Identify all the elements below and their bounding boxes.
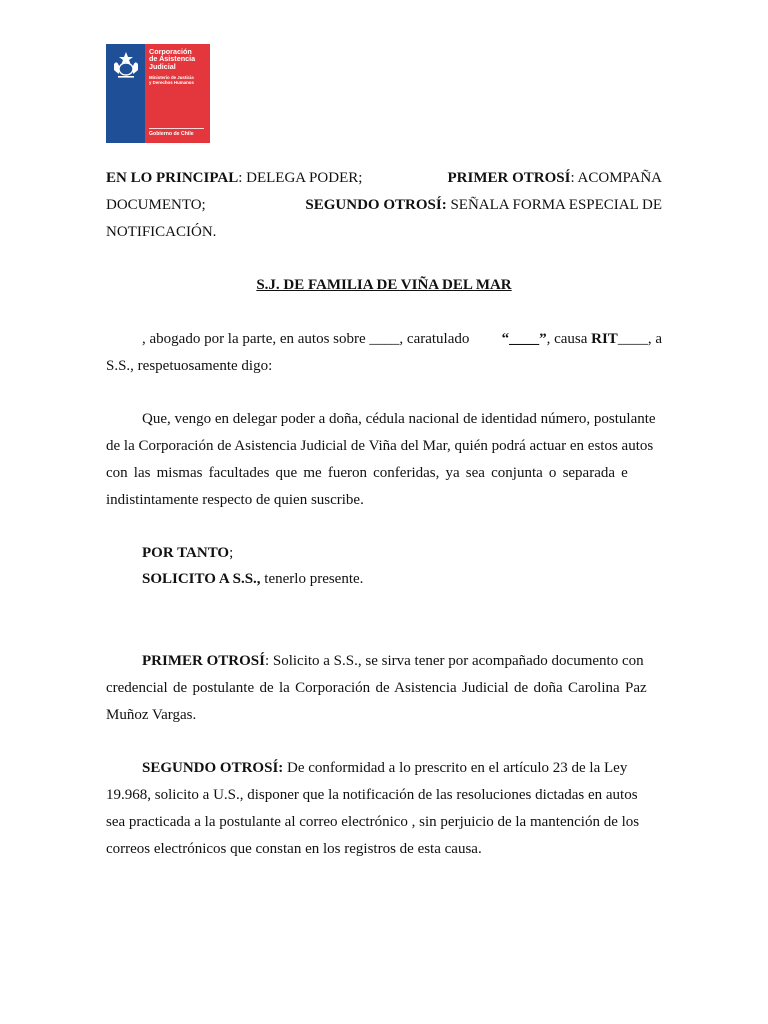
court-heading: S.J. DE FAMILIA DE VIÑA DEL MAR: [256, 277, 512, 293]
por-tanto-label: POR TANTO: [142, 545, 230, 561]
logo-ministry-line: y Derechos Humanos: [149, 80, 194, 85]
segundo-otrosi-heading: SEGUNDO OTROSÍ:: [142, 760, 284, 776]
corporation-logo: [106, 44, 210, 143]
primer-otrosi-text: : ACOMPAÑA: [570, 170, 662, 186]
logo-government-label: Gobierno de Chile: [149, 131, 194, 137]
intro-line: [142, 329, 662, 349]
body-line: Que, vengo en delegar poder a doña, cédula nacional de identidad número, postulante: [142, 411, 656, 427]
logo-organization-name: [149, 48, 209, 70]
primer-otrosi-line: credencial de postulante de la Corporación de Asistencia Judicial de doña Carolina Paz: [106, 680, 647, 696]
body-line: de la Corporación de Asistencia Judicial de Viña del Mar, quién podrá actuar en estos autos: [106, 438, 654, 454]
logo-ministry-name: [149, 75, 209, 85]
segundo-otrosi-label: SEGUNDO OTROSÍ:: [305, 197, 447, 213]
solicito-line: [142, 569, 698, 589]
segundo-otrosi-line: sea practicada a la postulante al correo electrónico , sin perjuicio de la mantención de los: [106, 814, 640, 830]
body-line: indistintamente respecto de quien suscribe.: [106, 492, 364, 508]
intro-text: ____, a: [617, 331, 662, 347]
coat-of-arms-icon: [110, 50, 142, 80]
intro-line: S.S., respetuosamente digo:: [106, 358, 273, 374]
body-line: con las mismas facultades que me fueron conferidas, ya sea conjunta o separada e: [106, 465, 628, 481]
primer-otrosi-line: Muñoz Vargas.: [106, 707, 197, 723]
primer-otrosi-heading: PRIMER OTROSÍ: [142, 653, 265, 669]
intro-text: , abogado por la parte, en autos sobre ____, caratulado: [142, 331, 470, 347]
logo-ministry-line: Ministerio de Justicia: [149, 75, 194, 80]
solicito-label: SOLICITO A S.S.,: [142, 571, 261, 587]
summary-line: NOTIFICACIÓN.: [106, 224, 217, 240]
segundo-otrosi-line: correos electrónicos que constan en los registros de esta causa.: [106, 841, 482, 857]
intro-text: , causa: [546, 331, 592, 347]
por-tanto-punct: ;: [229, 545, 234, 561]
primer-otrosi-label: PRIMER OTROSÍ: [447, 170, 571, 186]
logo-blue-panel: [106, 44, 145, 143]
caratulado-value: “____”: [501, 331, 547, 347]
logo-org-line: Judicial: [149, 61, 176, 71]
primer-otrosi-line: [142, 651, 662, 671]
logo-org-line: de Asistencia: [149, 54, 196, 64]
segundo-otrosi-text: SEÑALA FORMA ESPECIAL DE: [446, 197, 662, 213]
por-tanto-line: [142, 543, 698, 563]
segundo-otrosi-text: De conformidad a lo prescrito en el artículo 23 de la Ley: [283, 760, 628, 776]
summary-segment: [448, 168, 663, 188]
principal-label: EN LO PRINCIPAL: [106, 170, 239, 186]
summary-segment: [106, 168, 366, 188]
segundo-otrosi-line: 19.968, solicito a U.S., disponer que la notificación de las resoluciones dictadas en autos: [106, 787, 638, 803]
primer-otrosi-text: : Solicito a S.S., se sirva tener por acompañado documento con: [264, 653, 644, 669]
summary-segment: DOCUMENTO;: [106, 197, 210, 213]
segundo-otrosi-line: [142, 758, 662, 778]
logo-divider: [149, 128, 204, 129]
summary-segment: [305, 195, 662, 215]
summary-line: [106, 168, 662, 188]
intro-text: [502, 329, 662, 349]
summary-line: [106, 195, 662, 215]
solicito-text: tenerlo presente.: [260, 571, 364, 587]
rit-label: RIT: [591, 331, 618, 347]
principal-text: : DELEGA PODER;: [238, 170, 367, 186]
logo-org-line: Corporación: [149, 47, 192, 56]
